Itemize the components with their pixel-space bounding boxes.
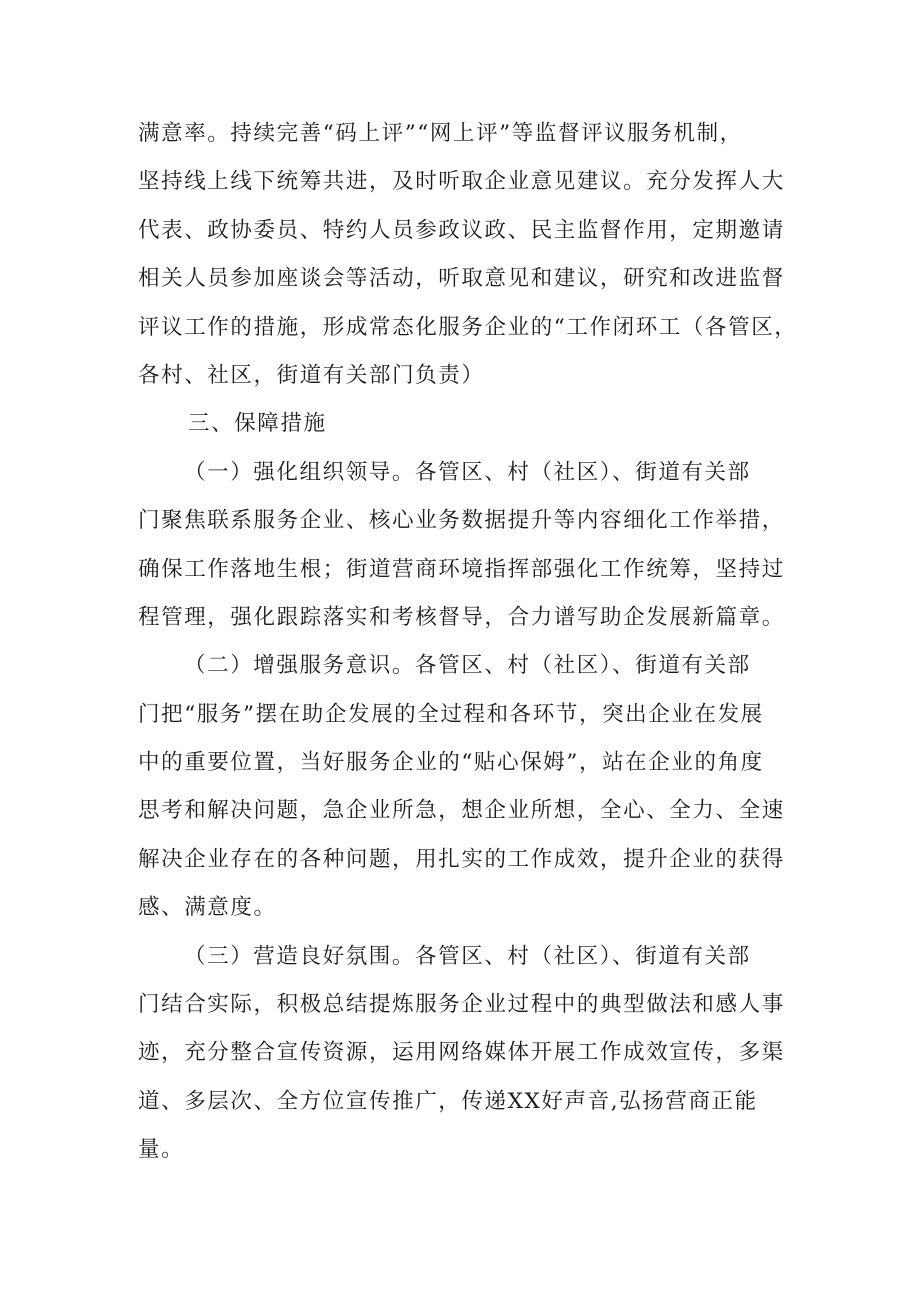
document-body [138,110,798,1175]
body-line: 确保工作落地生根；街道营商环境指挥部强化工作统筹，坚持过 [138,556,785,582]
body-line: 感、满意度。 [138,895,277,921]
paragraph-first-line: （二）增强服务意识。各管区、村（社区）、街道有关部 [184,653,751,679]
body-line: 代表、政协委员、特约人员参政议政、民主监督作用，定期邀请 [138,217,785,243]
body-line: 程管理，强化跟踪落实和考核督导，合力谱写助企发展新篇章。 [138,604,785,630]
body-line: 思考和解决问题，急企业所急，想企业所想，全心、全力、全速 [138,798,785,824]
paragraph-first-line: （三）营造良好氛围。各管区、村（社区）、街道有关部 [184,943,751,969]
body-line: 解决企业存在的各种问题，用扎实的工作成效，提升企业的获得 [138,846,785,872]
body-line: 量。 [138,1137,185,1163]
body-line: 相关人员参加座谈会等活动，听取意见和建议，研究和改进监督 [138,266,785,292]
body-line: 道、多层次、全方位宣传推广，传递XX好声音,弘扬营商正能 [138,1088,758,1114]
body-line: 坚持线上线下统筹共进，及时听取企业意见建议。充分发挥人大 [138,169,785,195]
body-line: 中的重要位置，当好服务企业的“贴心保姆”，站在企业的角度 [138,750,764,776]
body-line: 门聚焦联系服务企业、核心业务数据提升等内容细化工作举措， [138,508,785,534]
body-line: 迹，充分整合宣传资源，运用网络媒体开展工作成效宣传，多渠 [138,1040,785,1066]
body-line: 评议工作的措施，形成常态化服务企业的“工作闭环工（各管区， [138,314,798,340]
body-line: 门结合实际，积极总结提炼服务企业过程中的典型做法和感人事 [138,992,785,1018]
paragraph-first-line: （一）强化组织领导。各管区、村（社区）、街道有关部 [184,459,751,485]
section-heading: 三、保障措施 [188,411,327,437]
body-line: 满意率。持续完善“码上评”“网上评”等监督评议服务机制， [138,121,743,146]
body-line: 各村、社区，街道有关部门负责） [138,362,485,388]
body-line: 门把“服务”摆在助企发展的全过程和各环节，突出企业在发展 [138,701,764,727]
